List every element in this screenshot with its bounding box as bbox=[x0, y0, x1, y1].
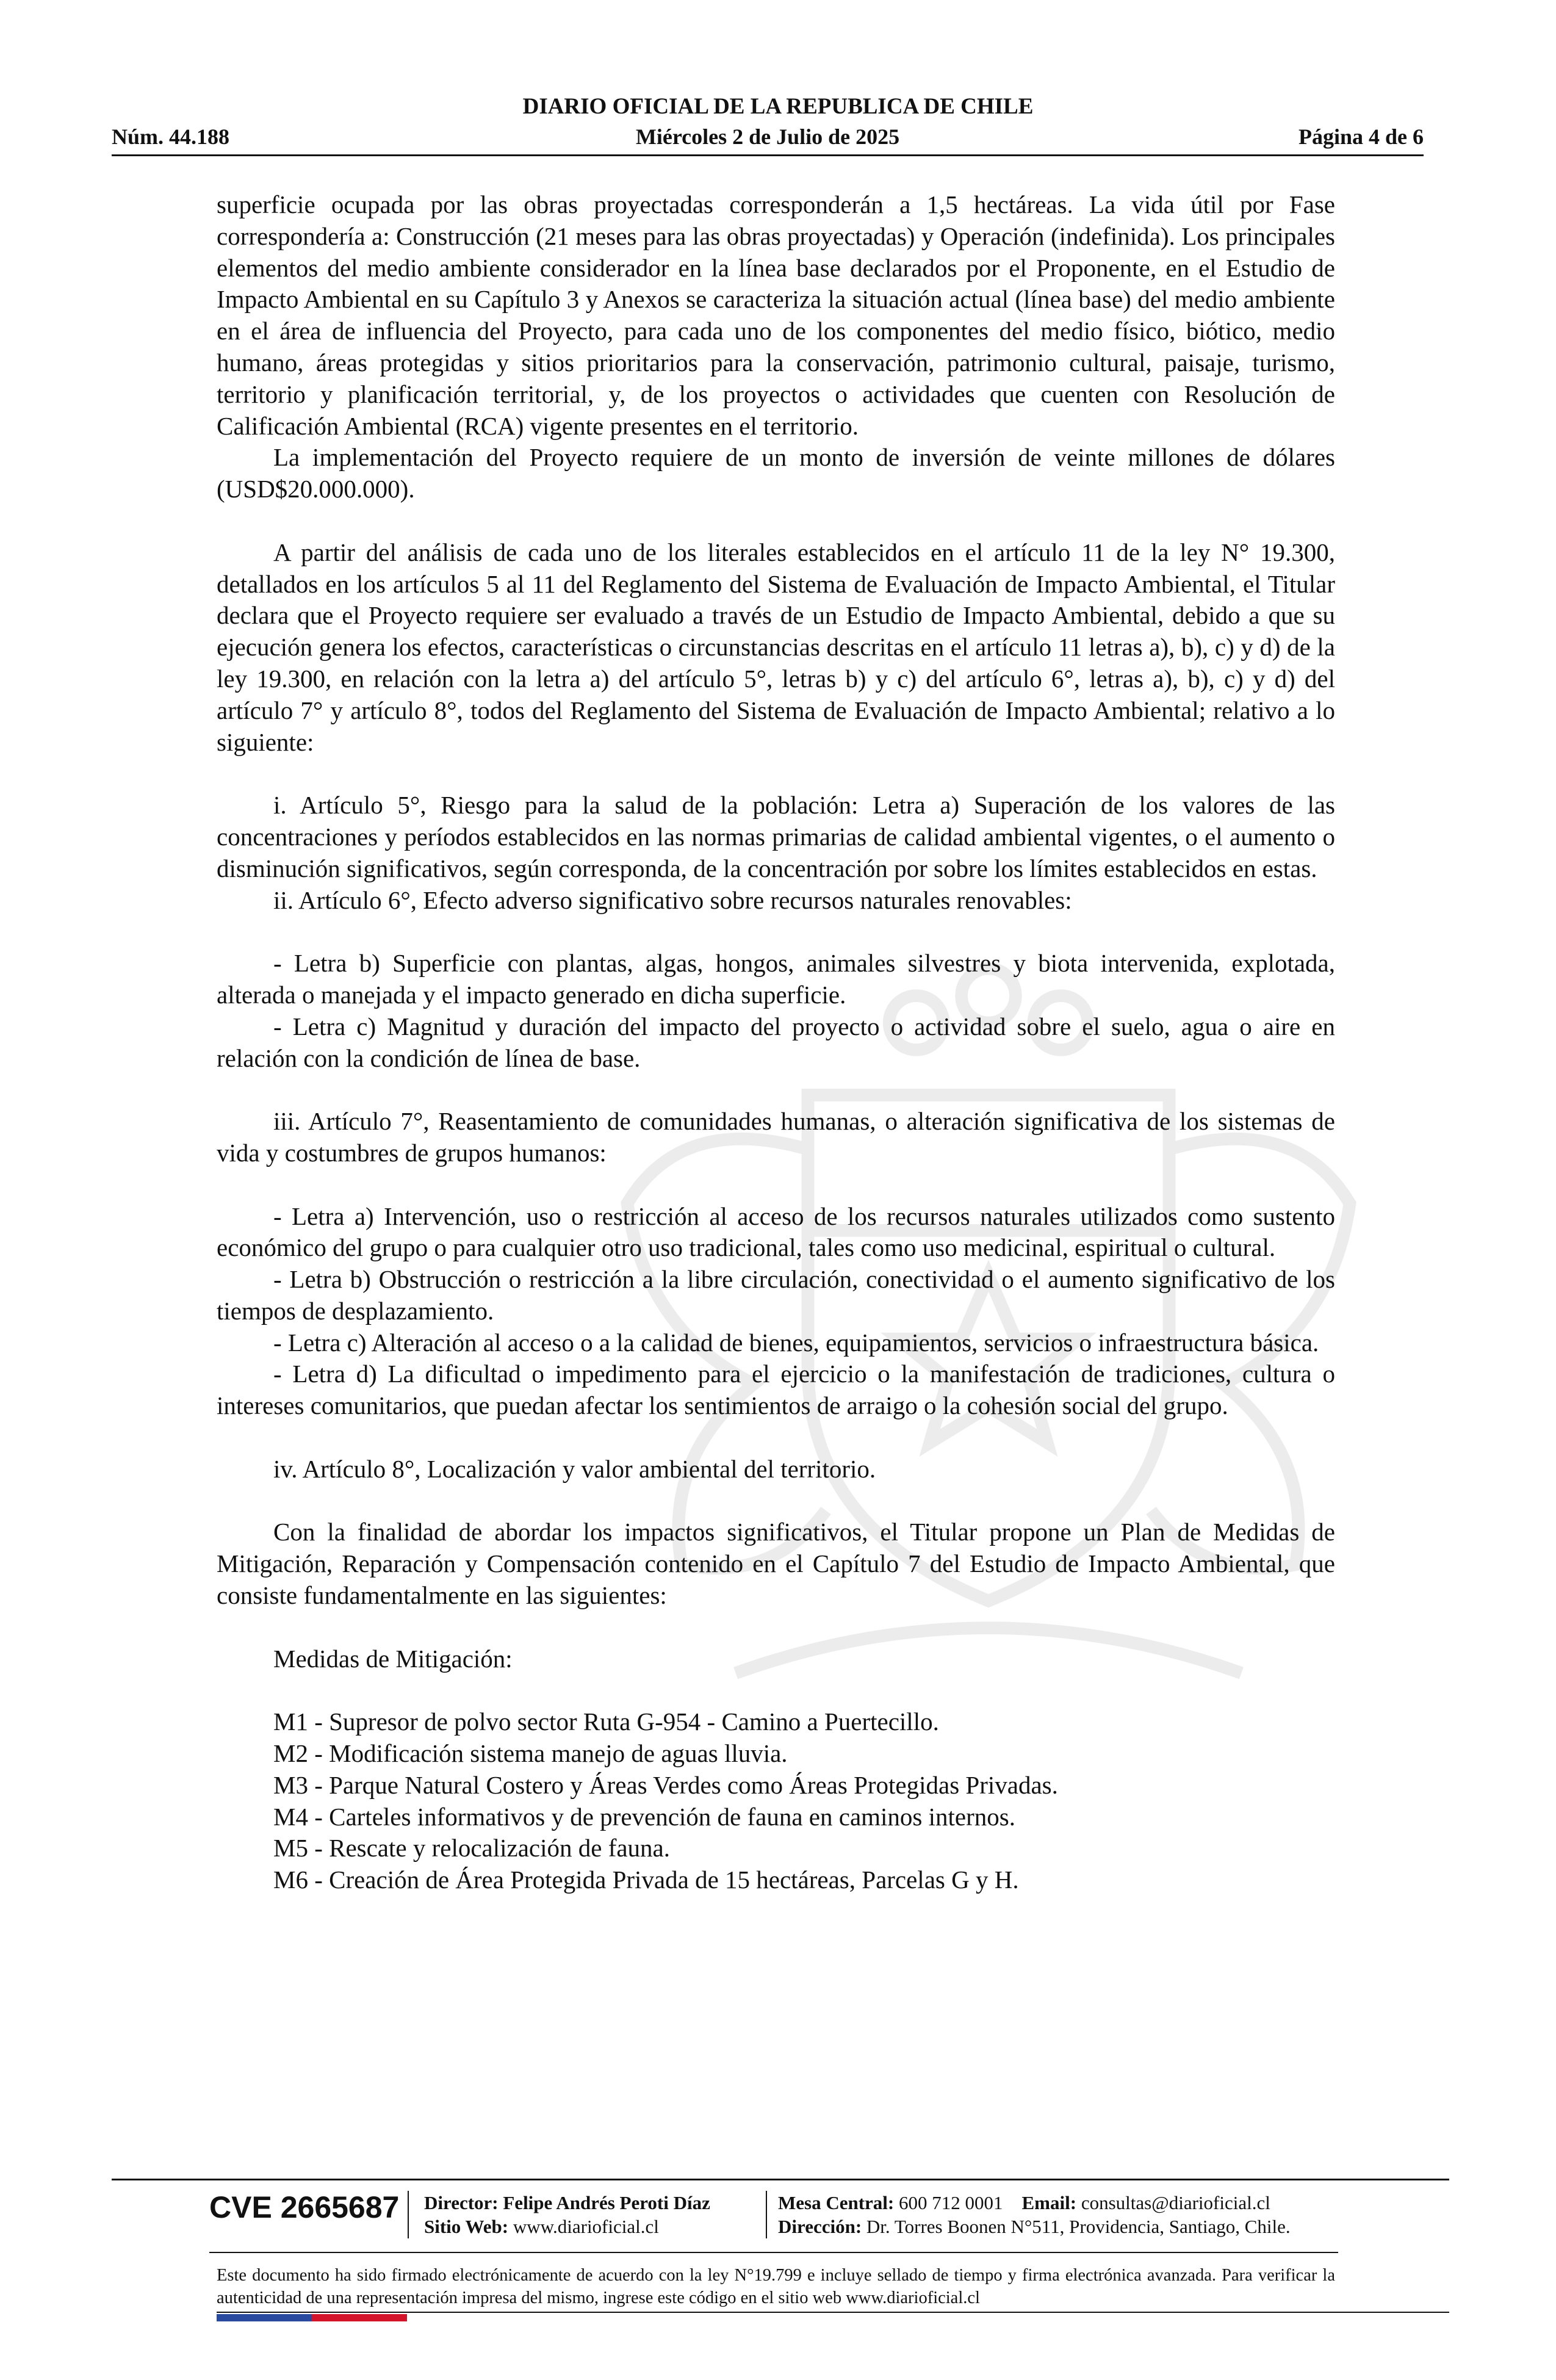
measure-item: M2 - Modificación sistema manejo de aguas lluvia. bbox=[273, 1739, 788, 1768]
issue-number: Núm. 44.188 bbox=[112, 124, 230, 149]
footer-divider-top bbox=[112, 2179, 1449, 2180]
footer-contact-block bbox=[778, 2191, 1291, 2238]
address-value: Dr. Torres Boonen N°511, Providencia, Santiago, Chile. bbox=[866, 2216, 1291, 2237]
paragraph-mitigation-plan: Con la finalidad de abordar los impactos significativos, el Titular propone un Plan de Medidas de Mitigación, Reparación y Compensación contenido en el Capítulo 7 del Estudio de Impacto Ambiental, que consiste fundamentalmente en las siguientes: bbox=[217, 1518, 1335, 1610]
email-link[interactable]: consultas@diarioficial.cl bbox=[1081, 2192, 1270, 2213]
measures-heading: Medidas de Mitigación: bbox=[273, 1644, 513, 1673]
paragraph-article-6: ii. Artículo 6°, Efecto adverso significativo sobre recursos naturales renovables: bbox=[273, 885, 1072, 914]
footer-director-block bbox=[424, 2191, 710, 2238]
chile-flag-stripe bbox=[217, 2314, 407, 2321]
director-name: Director: Felipe Andrés Peroti Díaz bbox=[424, 2192, 710, 2213]
paragraph-article-7-letter-c: - Letra c) Alteración al acceso o a la calidad de bienes, equipamientos, servicios o infraestructura básica. bbox=[273, 1328, 1319, 1357]
web-label: Sitio Web: bbox=[424, 2216, 509, 2237]
paragraph-article-6-letter-b: - Letra b) Superficie con plantas, algas, hongos, animales silvestres y biota intervenida, explotada, alterada o manejada y el impacto generado en dicha superficie. bbox=[217, 949, 1335, 1009]
footer-separator bbox=[408, 2191, 409, 2238]
paragraph-article-8: iv. Artículo 8°, Localización y valor ambiental del territorio. bbox=[273, 1454, 876, 1483]
footer-divider-middle bbox=[209, 2252, 1338, 2253]
page-indicator: Página 4 de 6 bbox=[1298, 124, 1424, 149]
measure-item: M1 - Supresor de polvo sector Ruta G-954 - Camino a Puertecillo. bbox=[273, 1707, 939, 1736]
footer-separator bbox=[766, 2191, 767, 2238]
address-label: Dirección: bbox=[778, 2216, 862, 2237]
paragraph-article-5: i. Artículo 5°, Riesgo para la salud de la población: Letra a) Superación de los valores de las concentraciones y períodos establecidos en las normas primarias de calidad ambiental vigentes, o el aumento o disminución significativos, según corresponda, de la concentración por sobre los límites establecidos en estas. bbox=[217, 791, 1335, 882]
flag-blue-stripe bbox=[217, 2314, 312, 2321]
paragraph-project-surface: superficie ocupada por las obras proyectadas corresponderán a 1,5 hectáreas. La vida útil por Fase correspondería a: Construcción (21 meses para las obras proyectadas) y Operación (indefinida). Los principales elementos del medio ambiente considerador en la línea base declarados por el Proponente, en el Estudio de Impacto Ambiental en su Capítulo 3 y Anexos se caracteriza la situación actual (línea base) del medio ambiente en el área de influencia del Proyecto, para cada uno de los componentes del medio físico, biótico, medio humano, áreas protegidas y sitios prioritarios para la conservación, patrimonio cultural, paisaje, turismo, territorio y planificación territorial, y, de los proyectos o actividades que cuenten con Resolución de Calificación Ambiental (RCA) vigente presentes en el territorio. bbox=[217, 190, 1335, 440]
paragraph-analysis: A partir del análisis de cada uno de los literales establecidos en el artículo 11 de la ley N° 19.300, detallados en los artículos 5 al 11 del Reglamento del Sistema de Evaluación de Impacto Ambiental, el Titular declara que el Proyecto requiere ser evaluado a través de un Estudio de Impacto Ambiental, debido a que su ejecución genera los efectos, características o circunstancias descritas en el artículo 11 letras a), b), c) y d) de la ley 19.300, en relación con la letra a) del artículo 5°, letras b) y c) del artículo 6°, letras a), b), c) y d) del artículo 7° y artículo 8°, todos del Reglamento del Sistema de Evaluación de Impacto Ambiental; relativo a lo siguiente: bbox=[217, 538, 1335, 756]
mesa-label: Mesa Central: bbox=[778, 2192, 895, 2213]
flag-red-stripe bbox=[312, 2314, 407, 2321]
paragraph-article-7-letter-a: - Letra a) Intervención, uso o restricción al acceso de los recursos naturales utilizados como sustento económico del grupo o para cualquier otro uso tradicional, tales como uso medicinal, espiritual o cultural. bbox=[217, 1202, 1335, 1262]
issue-date: Miércoles 2 de Julio de 2025 bbox=[635, 124, 900, 149]
measure-item: M6 - Creación de Área Protegida Privada de 15 hectáreas, Parcelas G y H. bbox=[273, 1866, 1019, 1894]
cve-code: CVE 2665687 bbox=[209, 2190, 400, 2224]
measure-item: M3 - Parque Natural Costero y Áreas Verdes como Áreas Protegidas Privadas. bbox=[273, 1770, 1058, 1799]
electronic-signature-note: Este documento ha sido firmado electrónicamente de acuerdo con la ley N°19.799 e incluye sellado de tiempo y firma electrónica avanzada. Para verificar la autenticidad de una representación impresa del mismo, ingrese este código en el sitio web www.diarioficial.cl bbox=[217, 2266, 1335, 2307]
measure-item: M5 - Rescate y relocalización de fauna. bbox=[273, 1834, 670, 1863]
document-body bbox=[217, 189, 1335, 1896]
measure-item: M4 - Carteles informativos y de prevención de fauna en caminos internos. bbox=[273, 1802, 1015, 1831]
paragraph-article-7: iii. Artículo 7°, Reasentamiento de comunidades humanas, o alteración significativa de los sistemas de vida y costumbres de grupos humanos: bbox=[217, 1107, 1335, 1167]
header-divider bbox=[112, 154, 1424, 156]
publication-title: DIARIO OFICIAL DE LA REPUBLICA DE CHILE bbox=[522, 94, 1034, 119]
header-row bbox=[112, 122, 1424, 151]
paragraph-article-7-letter-b: - Letra b) Obstrucción o restricción a la libre circulación, conectividad o el aumento significativo de los tiempos de desplazamiento. bbox=[217, 1265, 1335, 1325]
paragraph-article-7-letter-d: - Letra d) La dificultad o impedimento para el ejercicio o la manifestación de tradiciones, cultura o intereses comunitarios, que puedan afectar los sentimientos de arraigo o la cohesión social del grupo. bbox=[217, 1360, 1335, 1420]
paragraph-article-6-letter-c: - Letra c) Magnitud y duración del impacto del proyecto o actividad sobre el suelo, agua o aire en relación con la condición de línea de base. bbox=[217, 1012, 1335, 1072]
paragraph-investment: La implementación del Proyecto requiere de un monto de inversión de veinte millones de dólares (USD$20.000.000). bbox=[217, 443, 1335, 503]
mesa-phone: 600 712 0001 bbox=[899, 2192, 1003, 2213]
email-label: Email: bbox=[1021, 2192, 1077, 2213]
footer-divider-bottom bbox=[217, 2312, 1449, 2313]
web-link[interactable]: www.diarioficial.cl bbox=[513, 2216, 659, 2237]
